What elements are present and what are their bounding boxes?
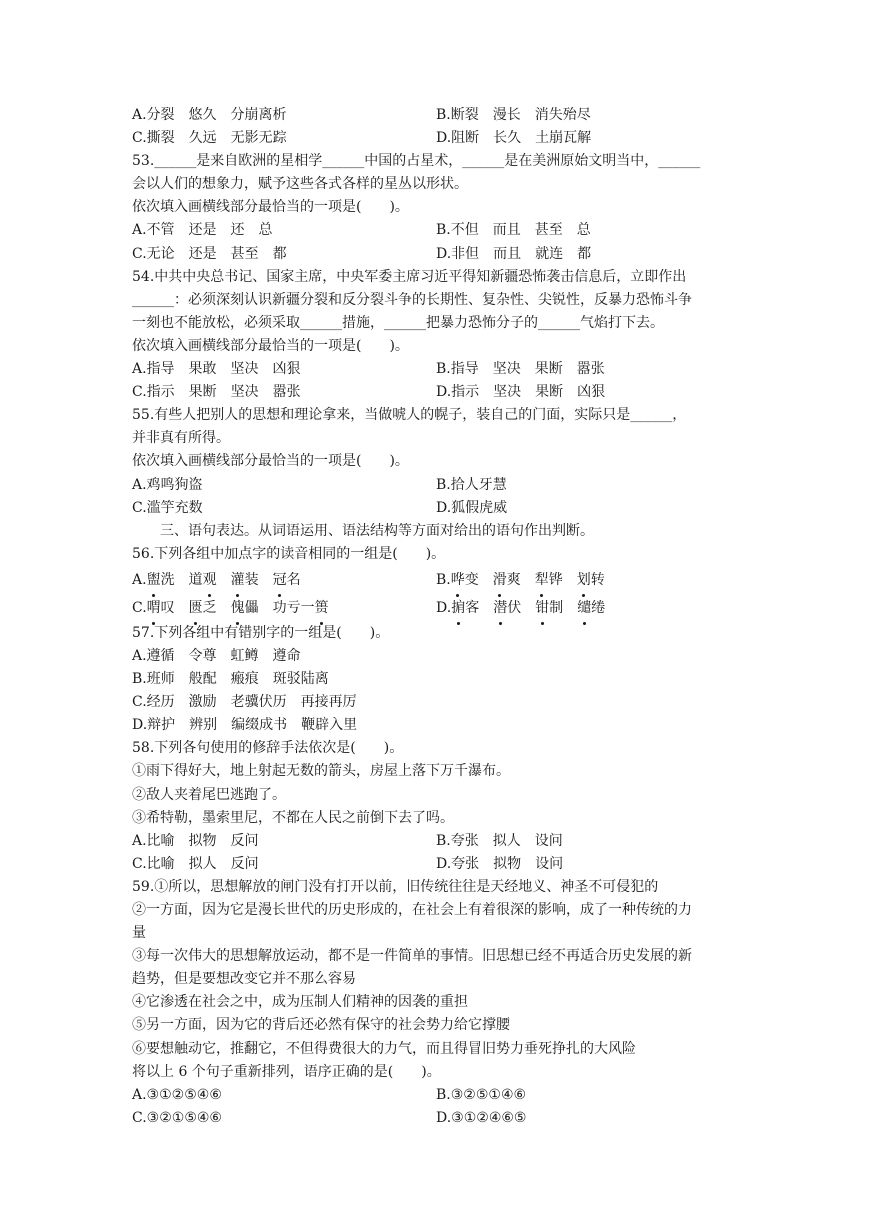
q54-option-d: D.指示 坚决 果断 凶狠	[436, 384, 606, 401]
dotted-char: 观	[203, 566, 217, 594]
q59-options-row-2	[132, 1107, 742, 1130]
q58-options-row-2	[132, 853, 742, 876]
q59-sentence-2-line-1: ②一方面，因为它是漫长世代的历史形成的，在社会上有着很深的影响，成了一种传统的力	[132, 902, 692, 918]
text-segment: 洗 道	[160, 571, 203, 588]
dotted-char: 犁	[535, 566, 549, 594]
text-segment: 绻	[591, 599, 606, 616]
q58-option-b: B.夸张 拟人 设问	[436, 832, 563, 849]
q52-option-b: B.断裂 漫长 消失殆尽	[436, 107, 591, 123]
q54-stem-line-2: ______：必须深刻认识新疆分裂和反分裂斗争的长期性、复杂性、尖锐性，反暴力恐怖斗争	[132, 291, 692, 308]
dotted-char: 划	[577, 566, 591, 594]
q55-option-a: A.鸡鸣狗盗	[132, 476, 203, 493]
q56-option-b	[436, 566, 605, 594]
dotted-char: 喟	[147, 594, 161, 622]
q58-option-c: C.比喻 拟人 反问	[132, 855, 259, 872]
q55-stem-line-2: 并非真有所得。	[132, 430, 230, 447]
text-segment: 转	[590, 571, 605, 588]
q53-options-row-1	[132, 219, 742, 242]
q57-option-b: B.班师 般配 瘢痕 斑驳陆离	[132, 671, 329, 688]
q57-stem: 57.下列各组中有错别字的一组是( )。	[132, 624, 390, 641]
exam-content	[132, 104, 742, 1130]
dotted-char: 掮	[451, 594, 465, 622]
q53-options-row-2	[132, 243, 742, 266]
q59-sentence-2-line-2: 量	[132, 925, 146, 942]
q59-option-b: B.③②⑤①④⑥	[436, 1086, 527, 1103]
q59-options-row-1	[132, 1084, 742, 1107]
q55-stem-line-1: 55.有些人把别人的思想和理论拿来，当做唬人的幌子，装自己的门面，实际只是______，	[132, 407, 687, 424]
q59-sentence-1: 59.①所以，思想解放的闸门没有打开以前，旧传统往往是天经地义、神圣不可侵犯的	[132, 878, 659, 895]
q59-option-a: A.③①②⑤④⑥	[132, 1086, 222, 1103]
q56-options-row-2	[132, 594, 742, 622]
q58-option-a: A.比喻 拟物 反问	[132, 832, 259, 849]
q53-option-a: A.不管 还是 还 总	[132, 222, 273, 239]
q56-option-d	[436, 594, 605, 622]
q59-prompt: 将以上 6 个句子重新排列，语序正确的是( )。	[132, 1063, 441, 1080]
q57-option-d: D.辩护 辨别 编缀成书 鞭辟入里	[132, 717, 358, 734]
q54-prompt: 依次填入画横线部分最恰当的一项是( )。	[132, 337, 409, 354]
q58-option-d: D.夸张 拟物 设问	[436, 855, 564, 872]
q58-stem: 58.下列各句使用的修辞手法依次是( )。	[132, 740, 404, 757]
q55-option-b: B.拾人牙慧	[436, 476, 507, 493]
text-segment: 儡 功亏一	[244, 599, 315, 616]
text-segment: 变	[464, 571, 493, 588]
dotted-char: 缱	[577, 594, 591, 622]
text-segment: 名	[286, 571, 301, 588]
q52-option-d: D.阻断 长久 土崩瓦解	[436, 130, 592, 147]
q58-sentence-1: ①雨下得好大，地上射起无数的箭头，房屋上落下万千瀑布。	[132, 763, 510, 780]
text-segment: D.	[436, 599, 452, 616]
q58-options-row-1	[132, 830, 742, 853]
dotted-char: 滑	[493, 566, 507, 594]
dotted-char: 哗	[451, 566, 465, 594]
dotted-char: 灌	[231, 566, 245, 594]
q52-options-row-2	[132, 127, 742, 150]
dotted-char: 傀	[231, 594, 245, 622]
q53-stem-line-2: 会以人们的想象力，赋予这些各式各样的星丛以形状。	[132, 176, 468, 193]
q54-option-b: B.指导 坚决 果断 嚣张	[436, 361, 605, 378]
q54-stem-line-3: 一刻也不能放松，必须采取______措施，______把暴力恐怖分子的______气焰打下去。	[132, 314, 664, 331]
q59-option-d: D.③①②④⑥⑤	[436, 1109, 527, 1126]
q58-sentence-3: ③希特勒，墨索里尼，不都在人民之前倒下去了吗。	[132, 809, 454, 826]
text-segment: 制	[549, 599, 578, 616]
text-segment	[217, 572, 231, 588]
q57-option-c: C.经历 激励 老骥伏历 再接再厉	[132, 694, 357, 711]
q54-options-row-2	[132, 381, 742, 404]
text-segment: C.	[132, 599, 147, 616]
q56-stem: 56.下列各组中加点字的读音相同的一组是( )。	[132, 545, 446, 562]
q59-sentence-6: ⑥要想触动它，推翻它，不但得费很大的力气，而且得冒旧势力垂死挣扎的大风险	[132, 1040, 636, 1057]
q54-stem-line-1: 54.中共中央总书记、国家主席，中央军委主席习近平得知新疆恐怖袭击信息后，立即作出	[132, 268, 687, 285]
q56-options-row-1	[132, 566, 742, 594]
q55-options-row-2	[132, 497, 742, 520]
section-3-heading: 三、语句表达。从词语运用、语法结构等方面对给出的语句作出判断。	[160, 522, 594, 539]
q59-sentence-4: ④它渗透在社会之中，成为压制人们精神的因袭的重担	[132, 994, 468, 1011]
q56-option-c	[132, 600, 329, 616]
q52-options-row-1	[132, 104, 742, 127]
q53-stem-line-1: 53.______是来自欧洲的星相学______中国的占星术，______是在美洲原始文明当中，______	[132, 153, 701, 170]
q59-sentence-5: ⑤另一方面，因为它的背后还必然有保守的社会势力给它撑腰	[132, 1017, 510, 1034]
text-segment: A.	[132, 571, 147, 588]
q57-option-a: A.遵循 令尊 虹鳟 遵命	[132, 647, 301, 664]
q55-option-c: C.滥竽充数	[132, 499, 203, 516]
q52-option-a: A.分裂 悠久 分崩离析	[132, 107, 287, 123]
q54-options-row-1	[132, 358, 742, 381]
q59-sentence-3-line-1: ③每一次伟大的思想解放运动，都不是一件简单的事情。旧思想已经不再适合历史发展的新	[132, 948, 692, 965]
dotted-char: 潜	[493, 594, 507, 622]
q52-option-c: C.撕裂 久远 无影无踪	[132, 130, 287, 147]
dotted-char: 钳	[535, 594, 549, 622]
q54-option-a: A.指导 果敢 坚决 凶狠	[132, 361, 301, 378]
q55-prompt: 依次填入画横线部分最恰当的一项是( )。	[132, 453, 409, 470]
q53-option-c: C.无论 还是 甚至 都	[132, 245, 287, 262]
dotted-char: 篑	[315, 594, 329, 622]
q59-option-c: C.③②①⑤④⑥	[132, 1109, 222, 1126]
dotted-char: 盥	[147, 566, 161, 594]
q55-option-d: D.狐假虎威	[436, 499, 508, 516]
q59-sentence-3-line-2: 趋势，但是要想改变它并不那么容易	[132, 971, 356, 988]
text-segment: 爽	[506, 571, 535, 588]
q58-sentence-2: ②敌人夹着尾巴逃跑了。	[132, 786, 286, 803]
q55-options-row-1	[132, 474, 742, 497]
q53-option-b: B.不但 而且 甚至 总	[436, 222, 591, 239]
q56-option-a	[132, 572, 301, 588]
dotted-char: 冠	[273, 566, 287, 594]
q53-option-d: D.非但 而且 就连 都	[436, 245, 592, 262]
text-segment: 客	[465, 599, 494, 616]
q53-prompt: 依次填入画横线部分最恰当的一项是( )。	[132, 199, 409, 216]
text-segment: 乏	[202, 599, 231, 616]
text-segment: B.	[436, 571, 451, 588]
text-segment: 叹	[160, 599, 189, 616]
q54-option-c: C.指示 果断 坚决 嚣张	[132, 384, 301, 401]
text-segment: 伏	[507, 599, 536, 616]
text-segment: 铧	[548, 571, 577, 588]
dotted-char: 匮	[189, 594, 203, 622]
text-segment: 装	[244, 571, 273, 588]
